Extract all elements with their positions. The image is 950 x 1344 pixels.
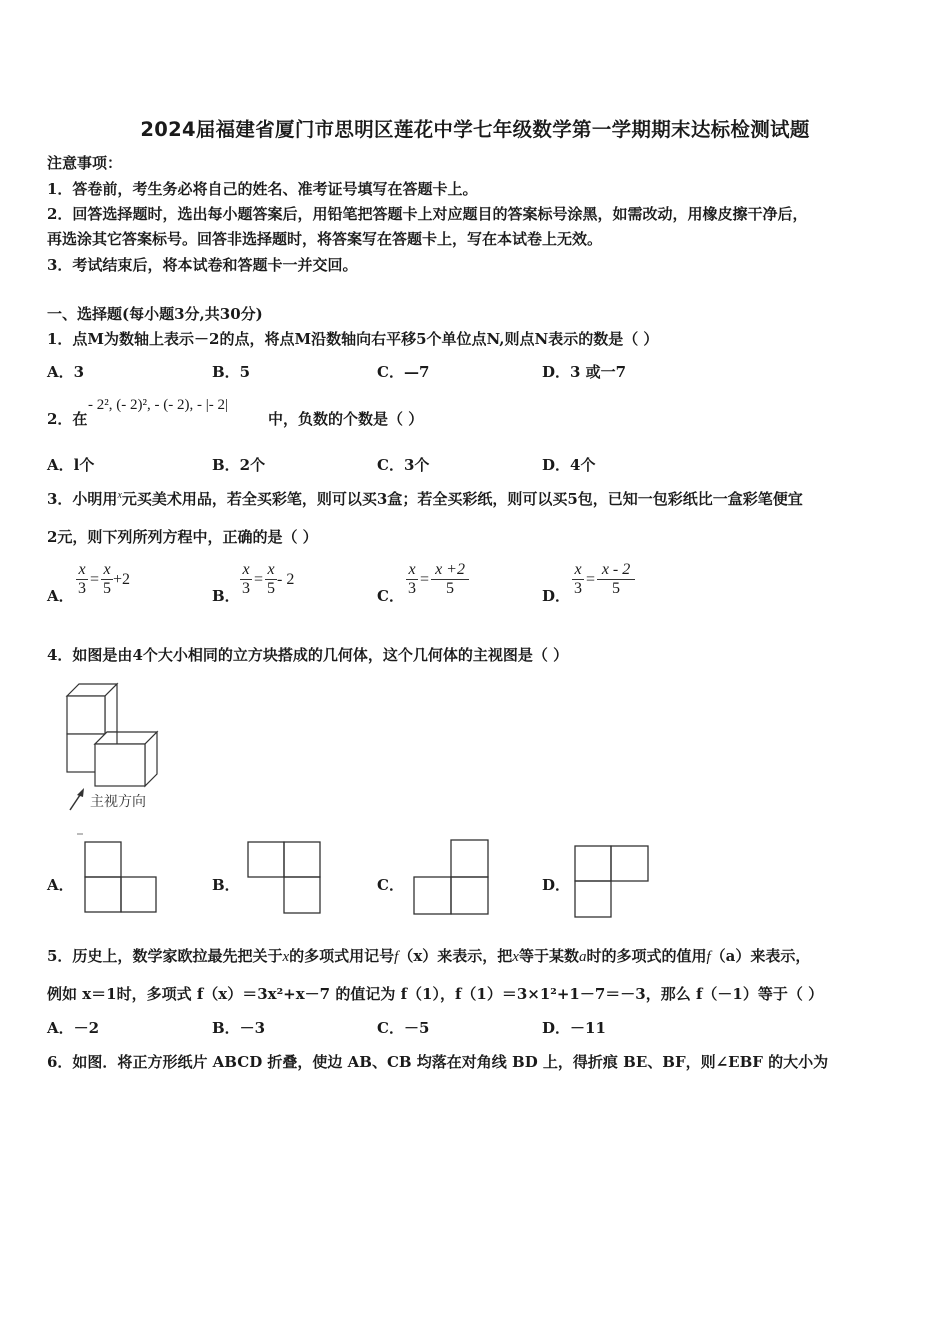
q2-suffix: 中，负数的个数是（ ） — [268, 410, 424, 428]
q2-prefix: 2．在 — [47, 410, 88, 428]
q1-option-d: D．3 或一7 — [542, 363, 627, 381]
question-4-stem: 4．如图是由4个大小相同的立方块搭成的几何体，这个几何体的主视图是（ ） — [47, 646, 569, 664]
notice-line-3: 3．考试结束后，将本试卷和答题卡一并交回。 — [47, 256, 358, 274]
view-direction-label: 主视方向 — [90, 794, 146, 810]
q3-stem-start — [47, 488, 803, 509]
q4-option-a-figure — [83, 840, 159, 916]
q3-option-b-equation: $\frac{x}{3}$ = $\frac{x}{5}$ - 2 — [242, 561, 295, 597]
q4-option-d-figure — [572, 844, 652, 922]
q3-option-c-label: C． — [377, 587, 404, 605]
q3-option-d-equation: $\frac{x}{3}$ = $\frac{x - 2}{5}$ — [572, 561, 635, 598]
q3-stem-line-2: 2元，则下列所列方程中，正确的是（ ） — [47, 528, 318, 546]
notice-line-1: 1．答卷前，考生务必将自己的姓名、准考证号填写在答题卡上。 — [47, 180, 478, 198]
q4-option-c-figure — [412, 838, 492, 918]
q3-option-a-label: A． — [47, 587, 74, 605]
q5-line-2: 例如 x＝1时，多项式 f（x）＝3x²+x－7 的值记为 f（1），f（1）＝3×1²+1－7＝－3，那么 f（－1）等于（ ） — [47, 985, 824, 1003]
q5-option-c: C．－5 — [377, 1019, 430, 1037]
q2-option-b: B．2个 — [212, 456, 266, 474]
notice-line-2b: 再选涂其它答案标号。回答非选择题时，将答案写在答题卡上，写在本试卷上无效。 — [47, 230, 603, 248]
question-6-stem: 6．如图．将正方形纸片 ABCD 折叠，使边 AB、CB 均落在对角线 BD 上，得折痕 BE、BF，则∠EBF 的大小为 — [47, 1053, 829, 1071]
figure-mark — [77, 833, 83, 835]
q1-option-c: C．—7 — [377, 363, 430, 381]
q1-option-a: A．3 — [47, 363, 85, 381]
q3-option-c-equation: $\frac{x}{3}$ = $\frac{x +2}{5}$ — [406, 561, 469, 598]
section-heading: 一、选择题(每小题3分,共30分) — [47, 305, 263, 323]
q2-option-c: C．3个 — [377, 456, 430, 474]
q5-option-a: A．－2 — [47, 1019, 100, 1037]
q2-option-d: D．4个 — [542, 456, 596, 474]
q4-option-c-label: C． — [377, 876, 404, 894]
q5-option-d: D．－11 — [542, 1019, 606, 1037]
q4-option-d-label: D． — [542, 876, 571, 894]
question-1-stem: 1．点M为数轴上表示－2的点，将点M沿数轴向右平移5个单位点N,则点N表示的数是（ ） — [47, 330, 659, 348]
q3-option-b-label: B． — [212, 587, 240, 605]
q4-option-a-label: A． — [47, 876, 74, 894]
q1-option-b: B．5 — [212, 363, 251, 381]
q3-variable: x — [117, 490, 122, 501]
q3-option-a-equation: $\frac{x}{3}$ = $\frac{x}{5}$ +2 — [78, 561, 131, 597]
q3-stem-a: 3．小明用 — [47, 490, 118, 508]
q5-option-b: B．－3 — [212, 1019, 266, 1037]
page-title: 2024届福建省厦门市思明区莲花中学七年级数学第一学期期末达标检测试题 — [140, 118, 810, 141]
q2-option-a: A．l个 — [47, 456, 95, 474]
q4-option-b-label: B． — [212, 876, 240, 894]
notice-line-2a: 2．回答选择题时，选出每小题答案后，用铅笔把答题卡上对应题目的答案标号涂黑，如需改动，用橡皮擦干净后， — [47, 205, 808, 223]
q3-option-d-label: D． — [542, 587, 571, 605]
q5-line-1: 5．历史上，数学家欧拉最先把关于x的多项式用记号f（x）来表示，把x等于某数a时的多项式的值用f（a）来表示， — [47, 947, 811, 965]
q3-stem-b: 元买美术用品，若全买彩笔，则可以买3盒；若全买彩纸，则可以买5包，已知一包彩纸比一盒彩笔便宜 — [121, 490, 803, 508]
q2-expression: - 2², (- 2)², - (- 2), - |- 2| — [88, 397, 228, 413]
q4-option-b-figure — [246, 840, 324, 918]
notice-heading: 注意事项： — [47, 154, 123, 172]
